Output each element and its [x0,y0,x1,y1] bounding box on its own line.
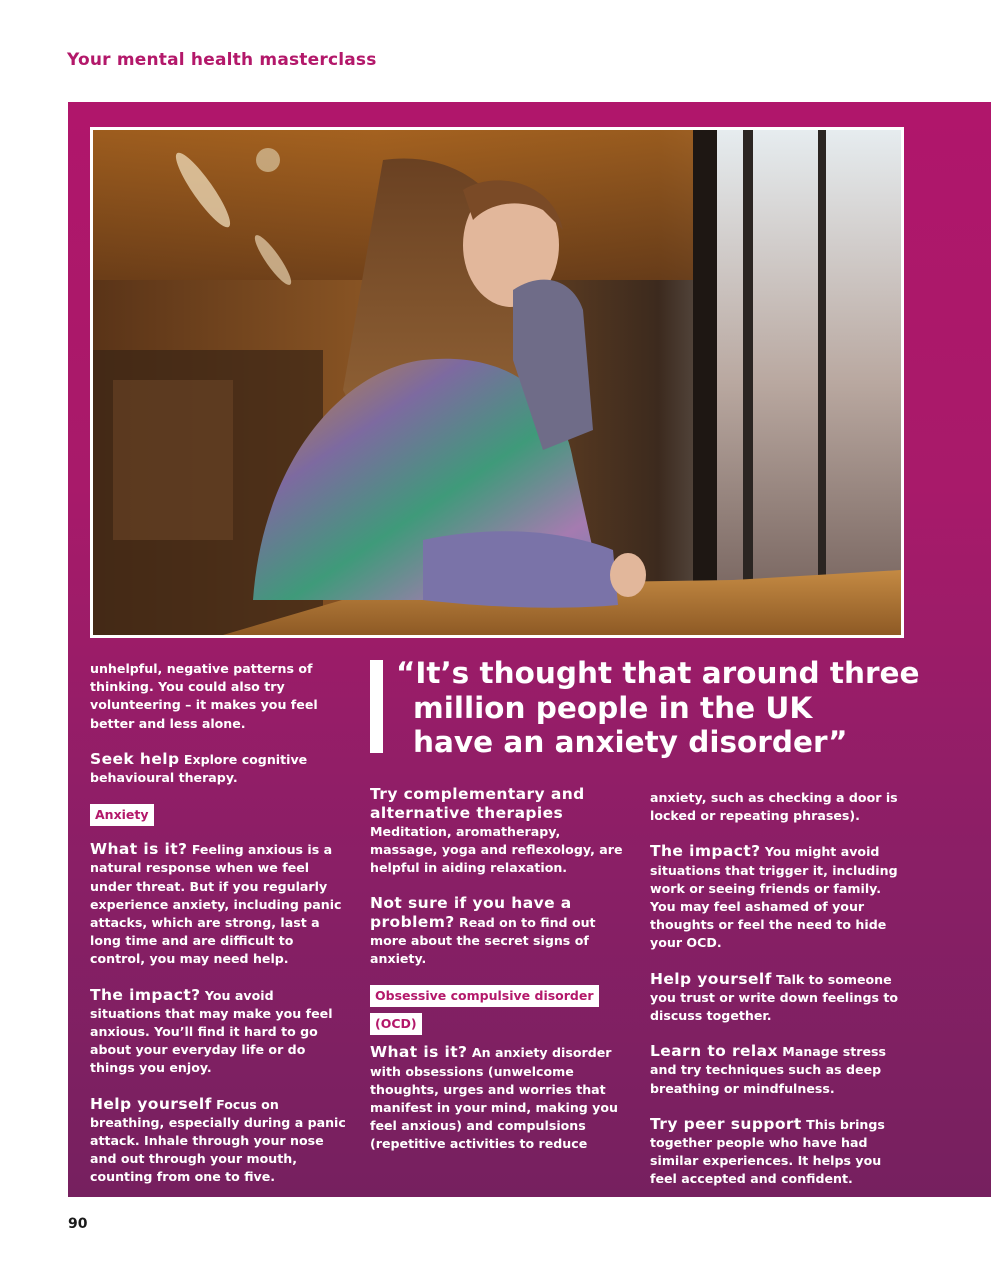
column-left [90,660,348,1204]
pull-quote-line-3: have an anxiety disorder” [413,725,848,759]
peer-support-paragraph [650,1115,908,1189]
ocd-impact-text: You might avoid situations that trigger it, including work or seeing friends or family. You may feel ashamed of your thoughts or feel the need to hide your OCD. [650,844,898,951]
try-therapies-paragraph [370,785,626,878]
anxiety-impact-text: You avoid situations that may make you feel anxious. You’ll find it hard to go about your everyday life or do things you enjoy. [90,987,333,1076]
pull-quote-line-1: “It’s thought that around three [396,656,920,690]
peer-support-text: This brings together people who have had similar experiences. It helps you feel accepted and confident. [650,1116,885,1187]
anxiety-help-heading: Help yourself [90,1094,212,1113]
relax-text: Manage stress and try techniques such as deep breathing or mindfulness. [650,1044,886,1096]
anxiety-what-paragraph [90,840,348,968]
anxiety-tag: Anxiety [90,804,154,826]
seek-help-text: Explore cognitive behavioural therapy. [90,751,308,786]
ocd-help-paragraph [650,970,908,1026]
pull-quote-line-2: million people in the UK [413,690,813,725]
not-sure-text: Read on to find out more about the secret signs of anxiety. [370,914,596,967]
anxiety-help-text: Focus on breathing, especially during a panic attack. Inhale through your nose and out through your mouth, counting from one to five. [90,1096,346,1185]
anxiety-impact-heading: The impact? [90,985,201,1004]
page-header-title: Your mental health masterclass [67,50,377,70]
anxiety-what-heading: What is it? [90,840,188,859]
not-sure-paragraph [370,894,626,969]
intro-text: unhelpful, negative patterns of thinking. You could also try volunteering – it makes you feel better and less alone. [90,661,318,731]
ocd-impact-paragraph [650,842,908,952]
hero-photo-frame [90,127,904,638]
pull-quote [396,656,920,760]
try-therapies-text: Meditation, aromatherapy, massage, yoga and reflexology, are helpful in aiding relaxation. [370,824,623,876]
seek-help-heading: Seek help [90,749,180,768]
relax-heading: Learn to relax [650,1042,778,1061]
ocd-what-text: An anxiety disorder with obsessions (unwelcome thoughts, urges and worries that manifest in your mind, making you feel anxious) and compulsions (repetitive activities to reduce [370,1045,619,1152]
anxiety-what-text: Feeling anxious is a natural response when we feel under threat. But if you regularly experience anxiety, including panic attacks, which are strong, last a long time and are difficult to control, you may need help. [90,842,342,967]
hero-photo [93,130,901,635]
ocd-tag-line-1: Obsessive compulsive disorder [370,985,599,1007]
not-sure-heading: Not sure if you have a problem? [370,893,572,931]
try-therapies-heading: Try complementary and alternative therapies [370,785,585,822]
relax-paragraph [650,1042,908,1098]
anxiety-impact-paragraph [90,986,348,1078]
page-number: 90 [68,1216,88,1232]
anxiety-help-paragraph [90,1095,348,1187]
column-right [650,789,908,1206]
ocd-what-paragraph [370,1043,626,1153]
ocd-help-heading: Help yourself [650,969,772,988]
column-middle [370,785,626,1171]
peer-support-heading: Try peer support [650,1114,802,1133]
ocd-tag-line-2: (OCD) [370,1013,422,1035]
seek-help-paragraph [90,750,348,787]
ocd-what-heading: What is it? [370,1043,468,1062]
quote-bar [370,660,383,753]
ocd-help-text: Talk to someone you trust or write down feelings to discuss together. [650,971,899,1024]
ocd-continued-text: anxiety, such as checking a door is locked or repeating phrases). [650,790,898,824]
ocd-impact-heading: The impact? [650,842,761,861]
